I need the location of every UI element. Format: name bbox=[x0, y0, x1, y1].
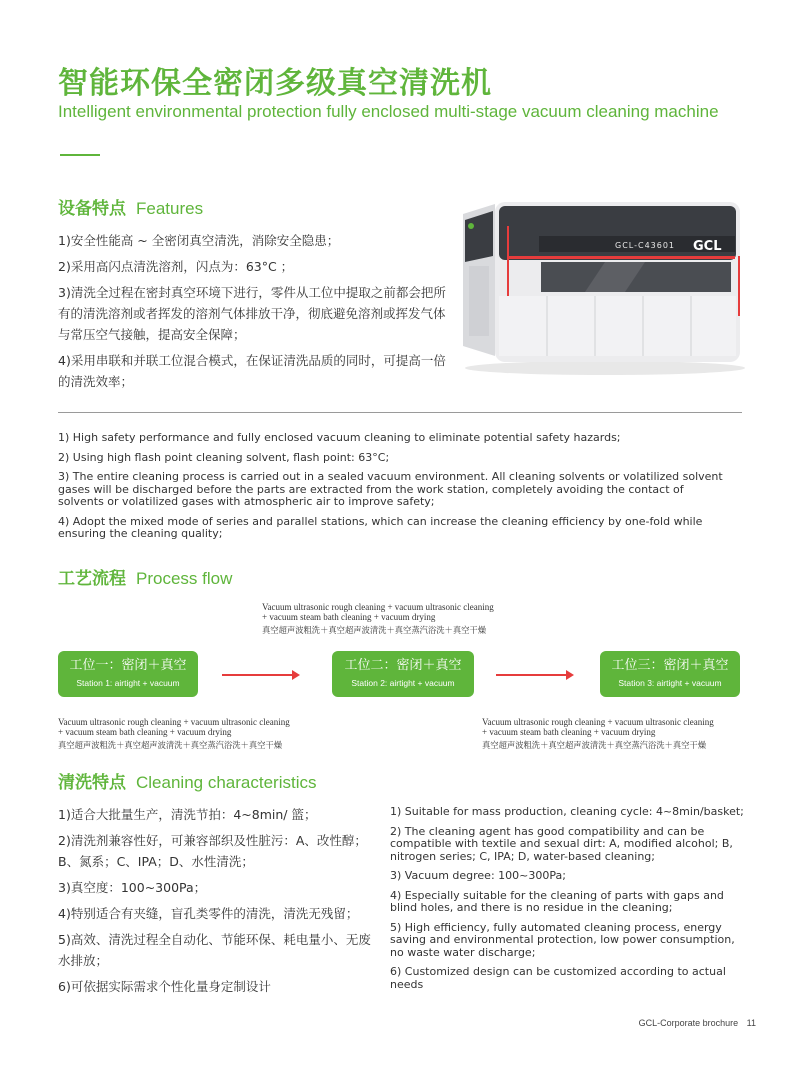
features-list-cn bbox=[58, 230, 446, 397]
process-note-2-cn: 真空超声波粗洗＋真空超声波清洗＋真空蒸汽浴洗＋真空干燥 bbox=[262, 625, 487, 635]
cleaning-list-cn bbox=[58, 804, 376, 1002]
cleaning-heading-cn: 清洗特点 bbox=[58, 773, 126, 793]
features-heading-en: Features bbox=[136, 199, 204, 218]
cleaning-list-en bbox=[390, 806, 744, 998]
feature-en-3: 3) The entire cleaning process is carried out in a sealed vacuum environment. All cleaning solvents or volatilized solvent gases will be discharged before the parts are extracted from the work station, completely avoiding the contact of solvents or volatilized gases with atmospheric air to improve safety; bbox=[58, 470, 723, 508]
page-title-en: Intelligent environmental protection fully enclosed multi-stage vacuum cleaning machine bbox=[58, 102, 719, 121]
cleaning-cn-5: 5)高效、清洗过程全自动化、节能环保、耗电量小、无废水排放； bbox=[58, 932, 371, 968]
process-note-3-cn: 真空超声波粗洗＋真空超声波清洗＋真空蒸汽浴洗＋真空干燥 bbox=[482, 740, 707, 750]
station-1-cn: 工位一：密闭＋真空 bbox=[69, 658, 187, 673]
cleaning-cn-6: 6)可依据实际需求个性化量身定制设计 bbox=[58, 979, 271, 994]
page-number: 11 bbox=[746, 1018, 756, 1028]
feature-en-2: 2) Using high flash point cleaning solvent, flash point: 63°C; bbox=[58, 450, 390, 464]
cleaning-en-4: 4) Especially suitable for the cleaning of parts with gaps and blind holes, and there is no residue in the cleaning; bbox=[390, 888, 724, 914]
page-footer bbox=[639, 1018, 756, 1028]
station-1-en: Station 1: airtight + vacuum bbox=[76, 678, 180, 688]
feature-cn-4: 4)采用串联和并联工位混合模式，在保证清洗品质的同时，可提高一倍的清洗效率； bbox=[58, 353, 446, 389]
title-underline bbox=[60, 154, 100, 156]
process-note-1-en2: + vacuum steam bath cleaning + vacuum drying bbox=[58, 727, 232, 737]
flow-arrow-1 bbox=[222, 674, 298, 676]
cleaning-en-1: 1) Suitable for mass production, cleaning cycle: 4~8min/basket; bbox=[390, 805, 744, 818]
cleaning-heading-en: Cleaning characteristics bbox=[136, 773, 317, 792]
cleaning-cn-2: 2)清洗剂兼容性好，可兼容部织及性脏污：A、改性醇；B、氮系；C、IPA；D、水性清洗； bbox=[58, 833, 367, 869]
section-divider bbox=[58, 412, 742, 413]
feature-cn-1: 1)安全性能高 ~ 全密闭真空清洗，消除安全隐患； bbox=[58, 233, 340, 248]
cleaning-heading bbox=[58, 768, 316, 793]
features-heading-cn: 设备特点 bbox=[58, 199, 126, 219]
page-title-cn: 智能环保全密闭多级真空清洗机 bbox=[58, 66, 492, 101]
machine-brand-logo: GCL bbox=[693, 239, 722, 254]
cleaning-en-5: 5) High efficiency, fully automated cleaning process, energy saving and environmental protection, low power consumption, no waste water discharge; bbox=[390, 920, 735, 959]
process-note-3 bbox=[482, 717, 714, 750]
station-1 bbox=[58, 651, 198, 697]
cleaning-cn-3: 3)真空度：100~300Pa； bbox=[58, 880, 207, 895]
feature-cn-2: 2)采用高闪点清洗溶剂，闪点为：63°C ； bbox=[58, 259, 294, 274]
feature-en-1: 1) High safety performance and fully enclosed vacuum cleaning to eliminate potential safety hazards; bbox=[58, 431, 621, 444]
process-heading bbox=[58, 564, 232, 589]
process-note-3-en2: + vacuum steam bath cleaning + vacuum drying bbox=[482, 727, 656, 737]
process-note-1 bbox=[58, 717, 290, 750]
cleaning-cn-4: 4)特别适合有夹缝，盲孔类零件的清洗，清洗无残留； bbox=[58, 906, 359, 921]
feature-cn-3: 3)清洗全过程在密封真空环境下进行，零件从工位中提取之前都会把所有的清洗溶剂或者挥发的溶剂气体排放干净，彻底避免溶剂或挥发气体与常压空气接触，提高安全保障； bbox=[58, 285, 446, 342]
process-note-3-en1: Vacuum ultrasonic rough cleaning + vacuum ultrasonic cleaning bbox=[482, 717, 714, 727]
footer-text: GCL-Corporate brochure bbox=[638, 1018, 739, 1028]
features-list-en bbox=[58, 432, 730, 548]
features-heading bbox=[58, 194, 203, 219]
process-note-1-cn: 真空超声波粗洗＋真空超声波清洗＋真空蒸汽浴洗＋真空干燥 bbox=[58, 740, 283, 750]
machine-image bbox=[455, 196, 745, 376]
station-3-en: Station 3: airtight + vacuum bbox=[618, 678, 722, 688]
station-3-cn: 工位三：密闭＋真空 bbox=[611, 658, 729, 673]
machine-model-label: GCL-C43601 bbox=[615, 241, 676, 250]
process-note-2-en2: + vacuum steam bath cleaning + vacuum drying bbox=[262, 612, 436, 622]
flow-arrow-2 bbox=[496, 674, 572, 676]
station-2-cn: 工位二：密闭＋真空 bbox=[344, 658, 462, 673]
process-note-1-en1: Vacuum ultrasonic rough cleaning + vacuum ultrasonic cleaning bbox=[58, 717, 290, 727]
cleaning-en-6: 6) Customized design can be customized according to actual needs bbox=[390, 965, 726, 991]
cleaning-en-3: 3) Vacuum degree: 100~300Pa; bbox=[390, 869, 566, 882]
process-heading-cn: 工艺流程 bbox=[58, 569, 126, 589]
station-3 bbox=[600, 651, 740, 697]
process-note-2-en1: Vacuum ultrasonic rough cleaning + vacuum ultrasonic cleaning bbox=[262, 602, 494, 612]
station-2 bbox=[332, 651, 474, 697]
station-2-en: Station 2: airtight + vacuum bbox=[351, 678, 455, 688]
cleaning-en-2: 2) The cleaning agent has good compatibility and can be compatible with textile and sexual dirt: A, modified alcohol; B, nitrogen series; C, IPA; D, water-based cleaning; bbox=[390, 824, 733, 863]
process-note-2 bbox=[262, 602, 494, 635]
process-heading-en: Process flow bbox=[136, 569, 233, 588]
cleaning-cn-1: 1)适合大批量生产，清洗节拍：4~8min/ 篮； bbox=[58, 807, 317, 822]
feature-en-4: 4) Adopt the mixed mode of series and parallel stations, which can increase the cleaning efficiency by one-fold while ensuring the cleaning quality; bbox=[58, 514, 703, 540]
